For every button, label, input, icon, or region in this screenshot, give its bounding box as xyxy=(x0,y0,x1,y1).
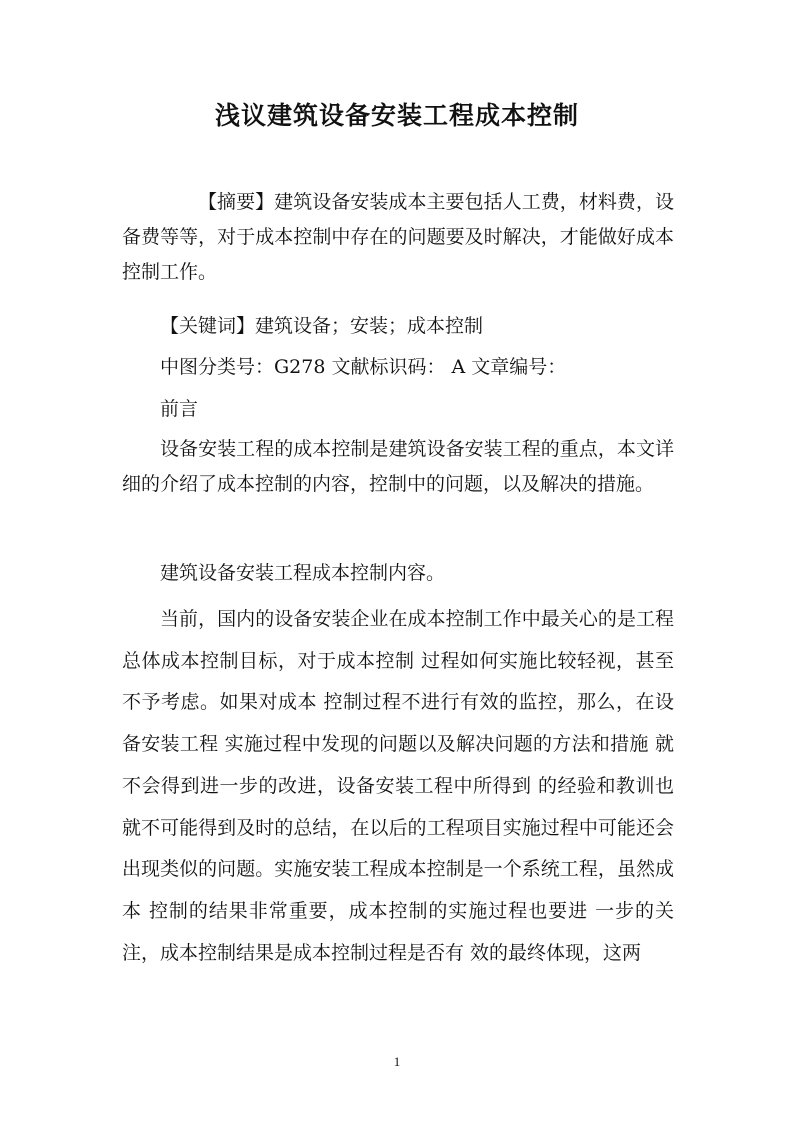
abstract-paragraph: 【摘要】建筑设备安装成本主要包括人工费，材料费，设备费等等，对于成本控制中存在的问题要及时解决，才能做好成本控制工作。 xyxy=(122,191,674,283)
section-heading: 建筑设备安装工程成本控制内容。 xyxy=(160,562,446,584)
classification-line: 中图分类号：G278 文献标识码： A 文章编号： xyxy=(160,356,567,378)
page-title: 浅议建筑设备安装工程成本控制 xyxy=(214,101,579,130)
keywords-line: 【关键词】建筑设备；安装；成本控制 xyxy=(160,315,484,337)
page-number: 1 xyxy=(393,1054,401,1069)
preface-paragraph: 设备安装工程的成本控制是建筑设备安装工程的重点，本文详细的介绍了成本控制的内容，控制中的问题，以及解决的措施。 xyxy=(122,438,674,495)
preface-heading: 前言 xyxy=(160,398,199,420)
body-paragraph: 当前，国内的设备安装企业在成本控制工作中最关心的是工程总体成本控制目标，对于成本控制 过程如何实施比较轻视，甚至不予考虑。如果对成本 控制过程不进行有效的监控，那么，在设备安装工程 实施过程中发现的问题以及解决问题的方法和措施 就不会得到进一步的改进，设备安装工程中所得到 的经验和教训也就不可能得到及时的总结，在以后的工程项目实施过程中可能还会出现类似的问题。实施安装工程成本控制是一个系统工程，虽然成本 控制的结果非常重要，成本控制的实施过程也要进 一步的关注，成本控制结果是成本控制过程是否有 效的最终体现，这两 xyxy=(122,608,674,964)
